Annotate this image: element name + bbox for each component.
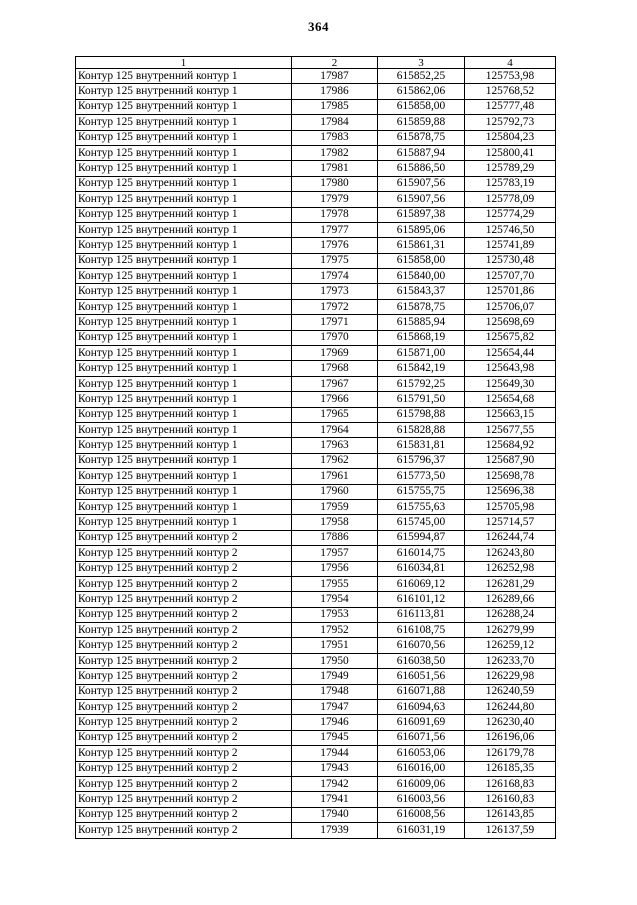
table-row xyxy=(76,592,556,607)
x-coordinate-cell: 615828,88 xyxy=(378,422,465,437)
y-coordinate-cell: 125643,98 xyxy=(465,361,556,376)
contour-name-cell: Контур 125 внутренний контур 1 xyxy=(76,145,292,160)
y-coordinate-cell: 125792,73 xyxy=(465,115,556,130)
contour-name-cell: Контур 125 внутренний контур 2 xyxy=(76,607,292,622)
point-number-cell: 17972 xyxy=(292,299,378,314)
contour-name-cell: Контур 125 внутренний контур 2 xyxy=(76,623,292,638)
point-number-cell: 17956 xyxy=(292,561,378,576)
y-coordinate-cell: 126179,78 xyxy=(465,746,556,761)
x-coordinate-cell: 615887,94 xyxy=(378,145,465,160)
contour-name-cell: Контур 125 внутренний контур 1 xyxy=(76,192,292,207)
table-row xyxy=(76,161,556,176)
contour-name-cell: Контур 125 внутренний контур 2 xyxy=(76,530,292,545)
table-row xyxy=(76,422,556,437)
point-number-cell: 17984 xyxy=(292,115,378,130)
point-number-cell: 17964 xyxy=(292,422,378,437)
y-coordinate-cell: 126281,29 xyxy=(465,576,556,591)
y-coordinate-cell: 126143,85 xyxy=(465,807,556,822)
y-coordinate-cell: 126240,59 xyxy=(465,684,556,699)
contour-name-cell: Контур 125 внутренний контур 1 xyxy=(76,161,292,176)
y-coordinate-cell: 126233,70 xyxy=(465,653,556,668)
x-coordinate-cell: 615994,87 xyxy=(378,530,465,545)
table-row xyxy=(76,823,556,838)
point-number-cell: 17955 xyxy=(292,576,378,591)
x-coordinate-cell: 615792,25 xyxy=(378,376,465,391)
y-coordinate-cell: 126168,83 xyxy=(465,776,556,791)
column-header-3: 3 xyxy=(378,57,465,69)
x-coordinate-cell: 615858,00 xyxy=(378,99,465,114)
y-coordinate-cell: 125753,98 xyxy=(465,69,556,84)
y-coordinate-cell: 126244,74 xyxy=(465,530,556,545)
x-coordinate-cell: 615878,75 xyxy=(378,299,465,314)
x-coordinate-cell: 615862,06 xyxy=(378,84,465,99)
x-coordinate-cell: 616108,75 xyxy=(378,623,465,638)
point-number-cell: 17987 xyxy=(292,69,378,84)
table-header-row xyxy=(76,57,556,69)
y-coordinate-cell: 125663,15 xyxy=(465,407,556,422)
contour-name-cell: Контур 125 внутренний контур 1 xyxy=(76,84,292,99)
x-coordinate-cell: 615755,75 xyxy=(378,484,465,499)
table-row xyxy=(76,222,556,237)
table-row xyxy=(76,392,556,407)
contour-name-cell: Контур 125 внутренний контур 1 xyxy=(76,438,292,453)
table-row xyxy=(76,561,556,576)
y-coordinate-cell: 125789,29 xyxy=(465,161,556,176)
x-coordinate-cell: 615831,81 xyxy=(378,438,465,453)
contour-name-cell: Контур 125 внутренний контур 1 xyxy=(76,176,292,191)
x-coordinate-cell: 616051,56 xyxy=(378,669,465,684)
contour-name-cell: Контур 125 внутренний контур 1 xyxy=(76,222,292,237)
point-number-cell: 17946 xyxy=(292,715,378,730)
x-coordinate-cell: 615868,19 xyxy=(378,330,465,345)
y-coordinate-cell: 125698,69 xyxy=(465,315,556,330)
point-number-cell: 17979 xyxy=(292,192,378,207)
y-coordinate-cell: 125649,30 xyxy=(465,376,556,391)
y-coordinate-cell: 126259,12 xyxy=(465,638,556,653)
contour-name-cell: Контур 125 внутренний контур 1 xyxy=(76,330,292,345)
table-row xyxy=(76,176,556,191)
point-number-cell: 17943 xyxy=(292,761,378,776)
contour-name-cell: Контур 125 внутренний контур 1 xyxy=(76,469,292,484)
point-number-cell: 17968 xyxy=(292,361,378,376)
contour-name-cell: Контур 125 внутренний контур 1 xyxy=(76,269,292,284)
contour-name-cell: Контур 125 внутренний контур 2 xyxy=(76,792,292,807)
table-row xyxy=(76,653,556,668)
point-number-cell: 17985 xyxy=(292,99,378,114)
x-coordinate-cell: 616071,56 xyxy=(378,730,465,745)
table-row xyxy=(76,546,556,561)
table-row xyxy=(76,530,556,545)
point-number-cell: 17951 xyxy=(292,638,378,653)
point-number-cell: 17980 xyxy=(292,176,378,191)
point-number-cell: 17944 xyxy=(292,746,378,761)
point-number-cell: 17975 xyxy=(292,253,378,268)
point-number-cell: 17959 xyxy=(292,499,378,514)
contour-name-cell: Контур 125 внутренний контур 2 xyxy=(76,807,292,822)
table-row xyxy=(76,807,556,822)
point-number-cell: 17952 xyxy=(292,623,378,638)
table-row xyxy=(76,576,556,591)
point-number-cell: 17967 xyxy=(292,376,378,391)
y-coordinate-cell: 125730,48 xyxy=(465,253,556,268)
contour-name-cell: Контур 125 внутренний контур 2 xyxy=(76,823,292,838)
x-coordinate-cell: 616101,12 xyxy=(378,592,465,607)
x-coordinate-cell: 615859,88 xyxy=(378,115,465,130)
contour-name-cell: Контур 125 внутренний контур 2 xyxy=(76,576,292,591)
table-row xyxy=(76,284,556,299)
x-coordinate-cell: 615885,94 xyxy=(378,315,465,330)
y-coordinate-cell: 125746,50 xyxy=(465,222,556,237)
table-row xyxy=(76,638,556,653)
y-coordinate-cell: 125714,57 xyxy=(465,515,556,530)
x-coordinate-cell: 616091,69 xyxy=(378,715,465,730)
point-number-cell: 17886 xyxy=(292,530,378,545)
x-coordinate-cell: 616113,81 xyxy=(378,607,465,622)
table-row xyxy=(76,84,556,99)
table-row xyxy=(76,207,556,222)
table-row xyxy=(76,376,556,391)
point-number-cell: 17976 xyxy=(292,238,378,253)
point-number-cell: 17960 xyxy=(292,484,378,499)
y-coordinate-cell: 125698,78 xyxy=(465,469,556,484)
y-coordinate-cell: 126252,98 xyxy=(465,561,556,576)
contour-name-cell: Контур 125 внутренний контур 1 xyxy=(76,515,292,530)
x-coordinate-cell: 615755,63 xyxy=(378,499,465,514)
contour-name-cell: Контур 125 внутренний контур 2 xyxy=(76,669,292,684)
table-row xyxy=(76,761,556,776)
contour-name-cell: Контур 125 внутренний контур 2 xyxy=(76,761,292,776)
point-number-cell: 17953 xyxy=(292,607,378,622)
point-number-cell: 17949 xyxy=(292,669,378,684)
y-coordinate-cell: 125687,90 xyxy=(465,453,556,468)
x-coordinate-cell: 615895,06 xyxy=(378,222,465,237)
x-coordinate-cell: 616009,06 xyxy=(378,776,465,791)
table-row xyxy=(76,607,556,622)
contour-name-cell: Контур 125 внутренний контур 1 xyxy=(76,361,292,376)
table-row xyxy=(76,469,556,484)
y-coordinate-cell: 125684,92 xyxy=(465,438,556,453)
point-number-cell: 17963 xyxy=(292,438,378,453)
x-coordinate-cell: 615897,38 xyxy=(378,207,465,222)
point-number-cell: 17970 xyxy=(292,330,378,345)
x-coordinate-cell: 615745,00 xyxy=(378,515,465,530)
table-body xyxy=(76,69,556,839)
x-coordinate-cell: 615842,19 xyxy=(378,361,465,376)
x-coordinate-cell: 616008,56 xyxy=(378,807,465,822)
y-coordinate-cell: 125783,19 xyxy=(465,176,556,191)
table-row xyxy=(76,499,556,514)
x-coordinate-cell: 616003,56 xyxy=(378,792,465,807)
y-coordinate-cell: 126279,99 xyxy=(465,623,556,638)
table-row xyxy=(76,361,556,376)
x-coordinate-cell: 615861,31 xyxy=(378,238,465,253)
point-number-cell: 17942 xyxy=(292,776,378,791)
contour-name-cell: Контур 125 внутренний контур 1 xyxy=(76,253,292,268)
contour-name-cell: Контур 125 внутренний контур 1 xyxy=(76,130,292,145)
point-number-cell: 17978 xyxy=(292,207,378,222)
x-coordinate-cell: 615840,00 xyxy=(378,269,465,284)
x-coordinate-cell: 616053,06 xyxy=(378,746,465,761)
x-coordinate-cell: 615773,50 xyxy=(378,469,465,484)
table-row xyxy=(76,484,556,499)
table-row xyxy=(76,238,556,253)
contour-name-cell: Контур 125 внутренний контур 1 xyxy=(76,299,292,314)
point-number-cell: 17948 xyxy=(292,684,378,699)
y-coordinate-cell: 125778,09 xyxy=(465,192,556,207)
x-coordinate-cell: 616071,88 xyxy=(378,684,465,699)
x-coordinate-cell: 615858,00 xyxy=(378,253,465,268)
x-coordinate-cell: 615907,56 xyxy=(378,176,465,191)
y-coordinate-cell: 125705,98 xyxy=(465,499,556,514)
y-coordinate-cell: 125800,41 xyxy=(465,145,556,160)
point-number-cell: 17939 xyxy=(292,823,378,838)
contour-name-cell: Контур 125 внутренний контур 2 xyxy=(76,561,292,576)
point-number-cell: 17965 xyxy=(292,407,378,422)
contour-name-cell: Контур 125 внутренний контур 2 xyxy=(76,638,292,653)
point-number-cell: 17962 xyxy=(292,453,378,468)
contour-name-cell: Контур 125 внутренний контур 2 xyxy=(76,730,292,745)
table-row xyxy=(76,684,556,699)
coordinates-table xyxy=(75,56,556,839)
x-coordinate-cell: 615907,56 xyxy=(378,192,465,207)
contour-name-cell: Контур 125 внутренний контур 1 xyxy=(76,346,292,361)
y-coordinate-cell: 125777,48 xyxy=(465,99,556,114)
point-number-cell: 17958 xyxy=(292,515,378,530)
table-row xyxy=(76,407,556,422)
point-number-cell: 17961 xyxy=(292,469,378,484)
y-coordinate-cell: 126243,80 xyxy=(465,546,556,561)
contour-name-cell: Контур 125 внутренний контур 1 xyxy=(76,207,292,222)
contour-name-cell: Контур 125 внутренний контур 2 xyxy=(76,546,292,561)
y-coordinate-cell: 126196,06 xyxy=(465,730,556,745)
column-header-4: 4 xyxy=(465,57,556,69)
contour-name-cell: Контур 125 внутренний контур 1 xyxy=(76,115,292,130)
point-number-cell: 17971 xyxy=(292,315,378,330)
table-row xyxy=(76,438,556,453)
contour-name-cell: Контур 125 внутренний контур 2 xyxy=(76,684,292,699)
table-row xyxy=(76,115,556,130)
table-row xyxy=(76,453,556,468)
table-row xyxy=(76,623,556,638)
table-row xyxy=(76,99,556,114)
table-row xyxy=(76,776,556,791)
x-coordinate-cell: 615796,37 xyxy=(378,453,465,468)
x-coordinate-cell: 615791,50 xyxy=(378,392,465,407)
table-row xyxy=(76,269,556,284)
x-coordinate-cell: 615886,50 xyxy=(378,161,465,176)
table-row xyxy=(76,299,556,314)
contour-name-cell: Контур 125 внутренний контур 2 xyxy=(76,592,292,607)
table-row xyxy=(76,346,556,361)
y-coordinate-cell: 126288,24 xyxy=(465,607,556,622)
x-coordinate-cell: 616038,50 xyxy=(378,653,465,668)
y-coordinate-cell: 126289,66 xyxy=(465,592,556,607)
y-coordinate-cell: 125701,86 xyxy=(465,284,556,299)
point-number-cell: 17947 xyxy=(292,700,378,715)
y-coordinate-cell: 125774,29 xyxy=(465,207,556,222)
contour-name-cell: Контур 125 внутренний контур 1 xyxy=(76,376,292,391)
contour-name-cell: Контур 125 внутренний контур 2 xyxy=(76,776,292,791)
point-number-cell: 17941 xyxy=(292,792,378,807)
y-coordinate-cell: 125696,38 xyxy=(465,484,556,499)
y-coordinate-cell: 126160,83 xyxy=(465,792,556,807)
point-number-cell: 17982 xyxy=(292,145,378,160)
y-coordinate-cell: 125675,82 xyxy=(465,330,556,345)
y-coordinate-cell: 125707,70 xyxy=(465,269,556,284)
y-coordinate-cell: 125741,89 xyxy=(465,238,556,253)
point-number-cell: 17957 xyxy=(292,546,378,561)
point-number-cell: 17983 xyxy=(292,130,378,145)
x-coordinate-cell: 616016,00 xyxy=(378,761,465,776)
x-coordinate-cell: 616031,19 xyxy=(378,823,465,838)
table-row xyxy=(76,792,556,807)
y-coordinate-cell: 126229,98 xyxy=(465,669,556,684)
contour-name-cell: Контур 125 внутренний контур 1 xyxy=(76,284,292,299)
table-row xyxy=(76,715,556,730)
table-row xyxy=(76,700,556,715)
x-coordinate-cell: 615878,75 xyxy=(378,130,465,145)
point-number-cell: 17945 xyxy=(292,730,378,745)
table-row xyxy=(76,330,556,345)
x-coordinate-cell: 616070,56 xyxy=(378,638,465,653)
point-number-cell: 17981 xyxy=(292,161,378,176)
y-coordinate-cell: 125804,23 xyxy=(465,130,556,145)
contour-name-cell: Контур 125 внутренний контур 1 xyxy=(76,238,292,253)
table-row xyxy=(76,730,556,745)
table-row xyxy=(76,315,556,330)
contour-name-cell: Контур 125 внутренний контур 2 xyxy=(76,700,292,715)
table-row xyxy=(76,69,556,84)
column-header-2: 2 xyxy=(292,57,378,69)
y-coordinate-cell: 125654,68 xyxy=(465,392,556,407)
contour-name-cell: Контур 125 внутренний контур 1 xyxy=(76,69,292,84)
x-coordinate-cell: 615843,37 xyxy=(378,284,465,299)
x-coordinate-cell: 615798,88 xyxy=(378,407,465,422)
x-coordinate-cell: 616034,81 xyxy=(378,561,465,576)
contour-name-cell: Контур 125 внутренний контур 1 xyxy=(76,407,292,422)
y-coordinate-cell: 125706,07 xyxy=(465,299,556,314)
contour-name-cell: Контур 125 внутренний контур 1 xyxy=(76,484,292,499)
page-number: 364 xyxy=(308,19,329,34)
x-coordinate-cell: 615871,00 xyxy=(378,346,465,361)
y-coordinate-cell: 125654,44 xyxy=(465,346,556,361)
x-coordinate-cell: 616069,12 xyxy=(378,576,465,591)
y-coordinate-cell: 126244,80 xyxy=(465,700,556,715)
y-coordinate-cell: 125677,55 xyxy=(465,422,556,437)
contour-name-cell: Контур 125 внутренний контур 2 xyxy=(76,653,292,668)
point-number-cell: 17940 xyxy=(292,807,378,822)
table-row xyxy=(76,746,556,761)
contour-name-cell: Контур 125 внутренний контур 1 xyxy=(76,99,292,114)
contour-name-cell: Контур 125 внутренний контур 1 xyxy=(76,499,292,514)
column-header-1: 1 xyxy=(76,57,292,69)
table-row xyxy=(76,130,556,145)
table-row xyxy=(76,669,556,684)
table-row xyxy=(76,253,556,268)
point-number-cell: 17977 xyxy=(292,222,378,237)
table-row xyxy=(76,515,556,530)
point-number-cell: 17966 xyxy=(292,392,378,407)
point-number-cell: 17974 xyxy=(292,269,378,284)
point-number-cell: 17973 xyxy=(292,284,378,299)
y-coordinate-cell: 125768,52 xyxy=(465,84,556,99)
x-coordinate-cell: 616014,75 xyxy=(378,546,465,561)
contour-name-cell: Контур 125 внутренний контур 1 xyxy=(76,453,292,468)
contour-name-cell: Контур 125 внутренний контур 1 xyxy=(76,315,292,330)
point-number-cell: 17969 xyxy=(292,346,378,361)
point-number-cell: 17986 xyxy=(292,84,378,99)
table-row xyxy=(76,192,556,207)
contour-name-cell: Контур 125 внутренний контур 1 xyxy=(76,392,292,407)
contour-name-cell: Контур 125 внутренний контур 2 xyxy=(76,746,292,761)
y-coordinate-cell: 126137,59 xyxy=(465,823,556,838)
table-row xyxy=(76,145,556,160)
contour-name-cell: Контур 125 внутренний контур 1 xyxy=(76,422,292,437)
contour-name-cell: Контур 125 внутренний контур 2 xyxy=(76,715,292,730)
x-coordinate-cell: 615852,25 xyxy=(378,69,465,84)
y-coordinate-cell: 126230,40 xyxy=(465,715,556,730)
point-number-cell: 17954 xyxy=(292,592,378,607)
y-coordinate-cell: 126185,35 xyxy=(465,761,556,776)
point-number-cell: 17950 xyxy=(292,653,378,668)
x-coordinate-cell: 616094,63 xyxy=(378,700,465,715)
